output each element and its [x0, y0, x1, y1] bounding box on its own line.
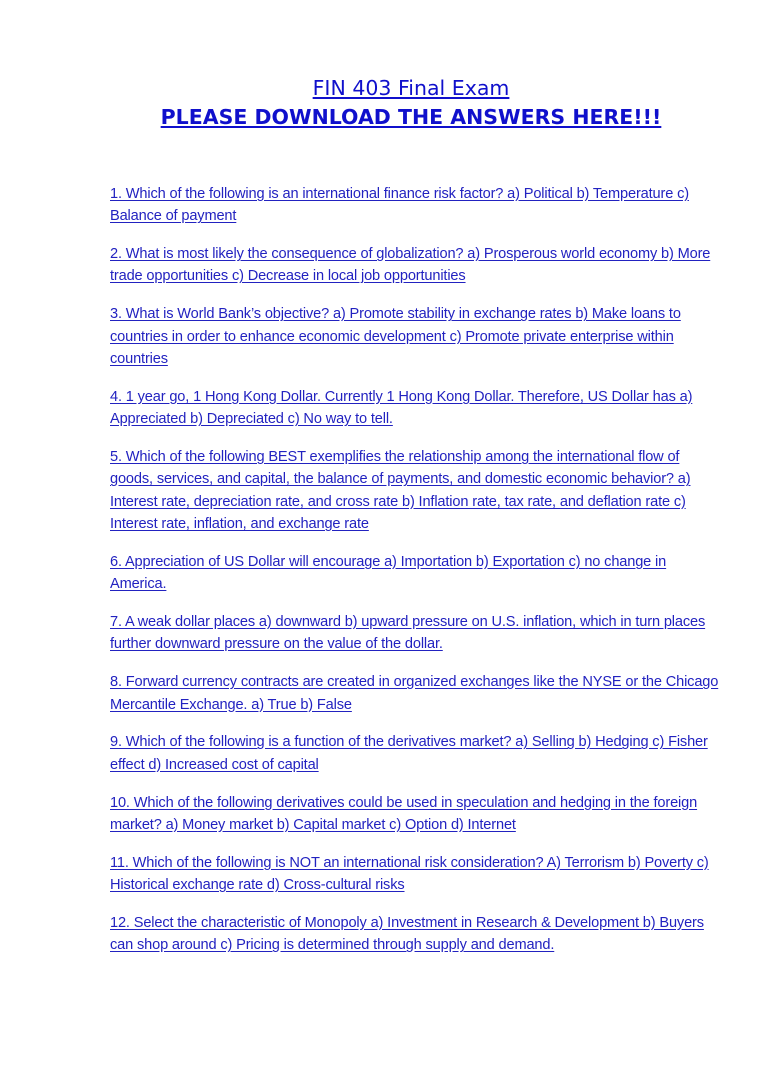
question-link-7[interactable]: 7. A weak dollar places a) downward b) upward pressure on U.S. inflation, which in turn places further downward pressure on the value of the dollar. — [110, 614, 706, 653]
question-link-12[interactable]: 12. Select the characteristic of Monopoly a) Investment in Research & Development b) Buyers can shop around c) Pricing is determined through supply and demand. — [110, 914, 704, 954]
question-link-11[interactable]: 11. Which of the following is NOT an international risk consideration? A) Terrorism b) Poverty c) Historical exchange rate d) Cross-cultural risks — [110, 854, 709, 894]
question-item — [110, 386, 722, 431]
question-item — [110, 243, 722, 288]
question-link-9[interactable]: 9. Which of the following is a function of the derivatives market? a) Selling b) Hedging c) Fisher effect d) Increased cost of capital — [110, 734, 708, 773]
question-item — [110, 303, 722, 370]
question-item — [110, 731, 722, 776]
question-list — [110, 183, 722, 972]
question-item — [110, 792, 722, 837]
question-item — [110, 912, 722, 957]
question-item — [110, 611, 722, 656]
exam-title-link[interactable]: FIN 403 Final Exam — [312, 76, 510, 100]
question-link-8[interactable]: 8. Forward currency contracts are created in organized exchanges like the NYSE or the Chicago Mercantile Exchange. a) True b) False — [110, 674, 719, 713]
question-link-10[interactable]: 10. Which of the following derivatives could be used in speculation and hedging in the foreign market? a) Money market b) Capital market c) Option d) Internet — [110, 794, 698, 833]
question-link-4[interactable]: 4. 1 year go, 1 Hong Kong Dollar. Currently 1 Hong Kong Dollar. Therefore, US Dollar has a) Appreciated b) Depreciated c) No way to tell. — [110, 388, 693, 428]
question-item — [110, 183, 722, 228]
question-link-6[interactable]: 6. Appreciation of US Dollar will encourage a) Importation b) Exportation c) no change in America. — [110, 553, 667, 593]
question-link-2[interactable]: 2. What is most likely the consequence of globalization? a) Prosperous world economy b) More trade opportunities c) Decrease in local job opportunities — [110, 246, 711, 285]
question-item — [110, 671, 722, 716]
question-item — [110, 446, 722, 535]
question-link-1[interactable]: 1. Which of the following is an international finance risk factor? a) Political b) Temperature c) Balance of payment — [110, 186, 689, 225]
document-header — [0, 74, 768, 132]
download-answers-link[interactable]: PLEASE DOWNLOAD THE ANSWERS HERE!!! — [160, 105, 662, 129]
question-link-5[interactable]: 5. Which of the following BEST exemplifies the relationship among the international flow of goods, services, and capital, the balance of payments, and domestic economic behavior? a) Interest rate, depreciation rate, and cross rate b) Inflation rate, tax rate, and deflation rate c) Interest rate, inflation, and exchange rate — [110, 449, 691, 532]
question-item — [110, 852, 722, 897]
question-item — [110, 551, 722, 596]
question-link-3[interactable]: 3. What is World Bank’s objective? a) Promote stability in exchange rates b) Make loans to countries in order to enhance economic development c) Promote private enterprise within countries — [110, 306, 681, 367]
